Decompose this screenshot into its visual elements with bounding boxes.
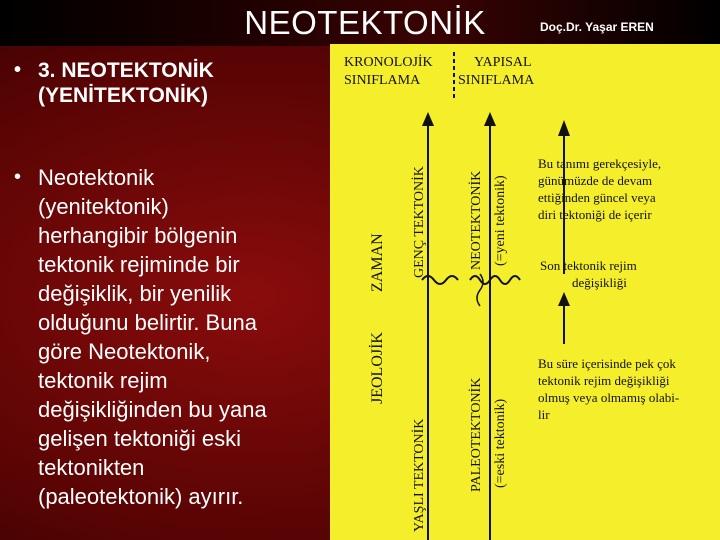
bullet-list: [8, 58, 333, 511]
classification-diagram: [330, 44, 720, 540]
note-top-line: Bu tanımı gerekçesiyle,: [538, 156, 662, 171]
note-top-line: ettiğinden güncel veya: [538, 190, 656, 205]
note-bottom-line: Bu süre içerisinde pek çok: [538, 356, 676, 371]
header-right-line-1: YAPISAL: [474, 55, 532, 70]
note-bottom-line: tektonik rejim değişikliği: [538, 373, 670, 388]
heading-line-1: 3. NEOTEKTONİK: [38, 59, 214, 82]
note-top-line: günümüzde de devam: [538, 173, 653, 188]
body-line: tektonik rejiminde bir: [38, 252, 240, 277]
bullet-heading: [8, 58, 333, 108]
label-neotektonik: NEOTEKTONİK: [469, 170, 484, 270]
body-line: değişiklik, bir yenilik: [38, 281, 232, 306]
figure-background: [330, 44, 720, 540]
heading-line-2: (YENİTEKTONİK): [38, 84, 208, 107]
label-genc-tektonik: GENÇ TEKTONİK: [412, 166, 427, 278]
body-line: herhangibir bölgenin: [38, 223, 238, 248]
note-top-line: diri tektoniği de içerir: [538, 207, 652, 222]
note-bottom-line: lir: [538, 407, 550, 422]
body-line: gelişen tektoniği eski: [38, 426, 242, 451]
body-line: tektonikten: [38, 455, 145, 480]
label-zaman: ZAMAN: [369, 233, 386, 292]
label-neotektonik-sub: (=yeni tektonik): [493, 175, 508, 266]
body-line: göre Neotektonik,: [38, 339, 211, 364]
label-jeolojik: JEOLOJİK: [369, 332, 386, 404]
bullet-dot-icon: •: [14, 166, 22, 188]
slide-title: NEOTEKTONİK: [244, 4, 486, 41]
body-line: (paleotektonik) ayırır.: [38, 484, 244, 509]
note-bottom-line: olmuş veya olmamış olabi-: [538, 390, 680, 405]
note-middle-line: Son tektonik rejim: [540, 258, 637, 273]
label-paleotektonik-sub: (=eski tektonik): [493, 398, 508, 488]
bullet-body: [8, 163, 333, 511]
classification-figure: [330, 44, 720, 540]
body-line: değişikliğinden bu yana: [38, 397, 267, 422]
header-right-line-2: SINIFLAMA: [458, 73, 535, 88]
header-left-line-1: KRONOLOJİK: [344, 55, 433, 70]
body-line: tektonik rejim: [38, 368, 168, 393]
author-name: Doç.Dr. Yaşar EREN: [540, 20, 654, 34]
body-line: (yenitektonik): [38, 194, 169, 219]
label-yasli-tektonik: YAŞLI TEKTONİK: [412, 418, 427, 532]
label-paleotektonik: PALEOTEKTONİK: [469, 377, 484, 492]
bullet-dot-icon: •: [14, 59, 22, 81]
header-left-line-2: SINIFLAMA: [344, 73, 421, 88]
body-line: Neotektonik: [38, 165, 155, 190]
body-line: olduğunu belirtir. Buna: [38, 310, 257, 335]
note-middle-line: değişikliği: [572, 275, 627, 290]
